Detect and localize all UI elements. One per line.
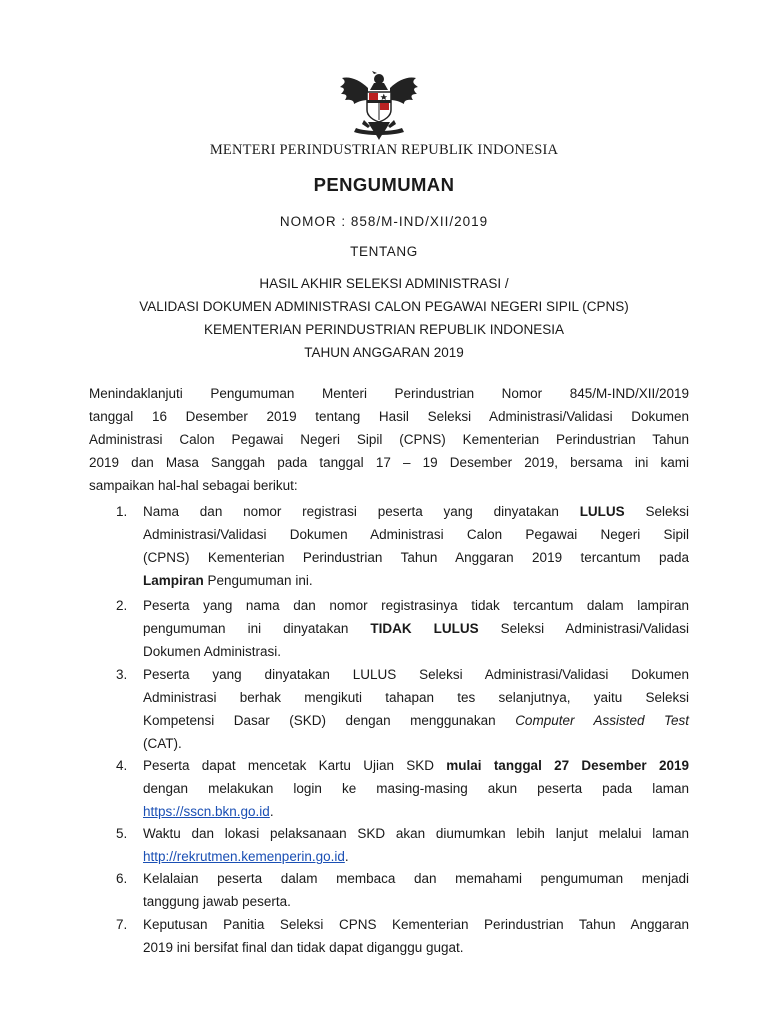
item-line: (CPNS) Kementerian Perindustrian Tahun Anggaran 2019 tercantum pada	[143, 550, 689, 565]
item-number: 6.	[116, 871, 128, 886]
italic-text: Computer Assisted Test	[515, 713, 690, 728]
subject-line: HASIL AKHIR SELEKSI ADMINISTRASI /	[259, 276, 509, 291]
item-number: 4.	[116, 758, 128, 773]
item-line	[143, 800, 689, 823]
item-line	[143, 845, 689, 868]
item-text	[143, 867, 689, 913]
garuda-emblem-icon	[338, 70, 420, 142]
item-number: 1.	[116, 504, 128, 519]
item-line: Administrasi berhak mengikuti tahapan tes selanjutnya, yaitu Seleksi	[143, 690, 689, 705]
bold-text: mulai tanggal 27 Desember 2019	[446, 758, 689, 773]
item-number: 5.	[116, 826, 128, 841]
bold-text: Lampiran	[143, 573, 204, 588]
text-run: Pengumuman ini.	[203, 573, 313, 588]
rekrutmen-link[interactable]: http://rekrutmen.kemenperin.go.id	[143, 849, 345, 864]
intro-line: tanggal 16 Desember 2019 tentang Hasil Seleksi Administrasi/Validasi Dokumen	[89, 409, 689, 424]
text-run: Seleksi	[624, 504, 689, 519]
sscn-link[interactable]: https://sscn.bkn.go.id	[143, 804, 270, 819]
ministry-header: MENTERI PERINDUSTRIAN REPUBLIK INDONESIA	[209, 142, 559, 158]
item-line: dengan melakukan login ke masing-masing akun peserta pada laman	[143, 781, 689, 796]
item-number: 2.	[116, 598, 128, 613]
subject-block	[0, 272, 768, 364]
item-line	[143, 569, 689, 592]
item-line: Dokumen Administrasi.	[143, 644, 282, 659]
item-line: Peserta yang nama dan nomor registrasinya tidak tercantum dalam lampiran	[143, 598, 689, 613]
item-text	[143, 500, 689, 592]
text-run: .	[269, 804, 274, 819]
item-line: Kelalaian peserta dalam membaca dan memahami pengumuman menjadi	[143, 871, 689, 886]
item-line: Waktu dan lokasi pelaksanaan SKD akan diumumkan lebih lanjut melalui laman	[143, 826, 689, 841]
text-run: .	[344, 849, 349, 864]
document-number: NOMOR : 858/M-IND/XII/2019	[279, 214, 489, 229]
item-text	[143, 913, 689, 959]
item-line	[143, 709, 689, 732]
item-text	[143, 594, 689, 663]
item-line	[143, 500, 689, 523]
text-run: Seleksi Administrasi/Validasi	[478, 621, 689, 636]
bold-text: LULUS	[579, 504, 625, 519]
item-text	[143, 822, 689, 868]
item-line: Administrasi/Validasi Dokumen Administrasi Calon Pegawai Negeri Sipil	[143, 527, 689, 542]
intro-line: Administrasi Calon Pegawai Negeri Sipil (CPNS) Kementerian Perindustrian Tahun	[89, 432, 689, 447]
item-line: (CAT).	[143, 736, 182, 751]
text-run: Nama dan nomor registrasi peserta yang dinyatakan	[143, 504, 580, 519]
item-line	[143, 617, 689, 640]
bold-text: TIDAK LULUS	[370, 621, 479, 636]
text-run: Kompetensi Dasar (SKD) dengan menggunakan	[143, 713, 516, 728]
text-run: pengumuman ini dinyatakan	[143, 621, 371, 636]
item-number: 7.	[116, 917, 128, 932]
tentang-label: TENTANG	[350, 244, 418, 259]
text-run: Peserta dapat mencetak Kartu Ujian SKD	[143, 758, 447, 773]
subject-line: TAHUN ANGGARAN 2019	[304, 345, 464, 360]
subject-line: KEMENTERIAN PERINDUSTRIAN REPUBLIK INDONESIA	[203, 322, 565, 337]
item-text	[143, 663, 689, 755]
item-line: Peserta yang dinyatakan LULUS Seleksi Administrasi/Validasi Dokumen	[143, 667, 689, 682]
subject-line: VALIDASI DOKUMEN ADMINISTRASI CALON PEGAWAI NEGERI SIPIL (CPNS)	[139, 299, 629, 314]
item-text	[143, 754, 689, 823]
item-number: 3.	[116, 667, 128, 682]
intro-paragraph	[89, 382, 689, 497]
item-line: 2019 ini bersifat final dan tidak dapat diganggu gugat.	[143, 940, 464, 955]
intro-line: 2019 dan Masa Sanggah pada tanggal 17 – 19 Desember 2019, bersama ini kami	[89, 455, 689, 470]
intro-line: sampaikan hal-hal sebagai berikut:	[89, 478, 298, 493]
document-title: PENGUMUMAN	[313, 174, 455, 195]
intro-line: Menindaklanjuti Pengumuman Menteri Perindustrian Nomor 845/M-IND/XII/2019	[89, 386, 689, 401]
item-line: tanggung jawab peserta.	[143, 894, 291, 909]
item-line: Keputusan Panitia Seleksi CPNS Kementerian Perindustrian Tahun Anggaran	[143, 917, 689, 932]
item-line	[143, 754, 689, 777]
